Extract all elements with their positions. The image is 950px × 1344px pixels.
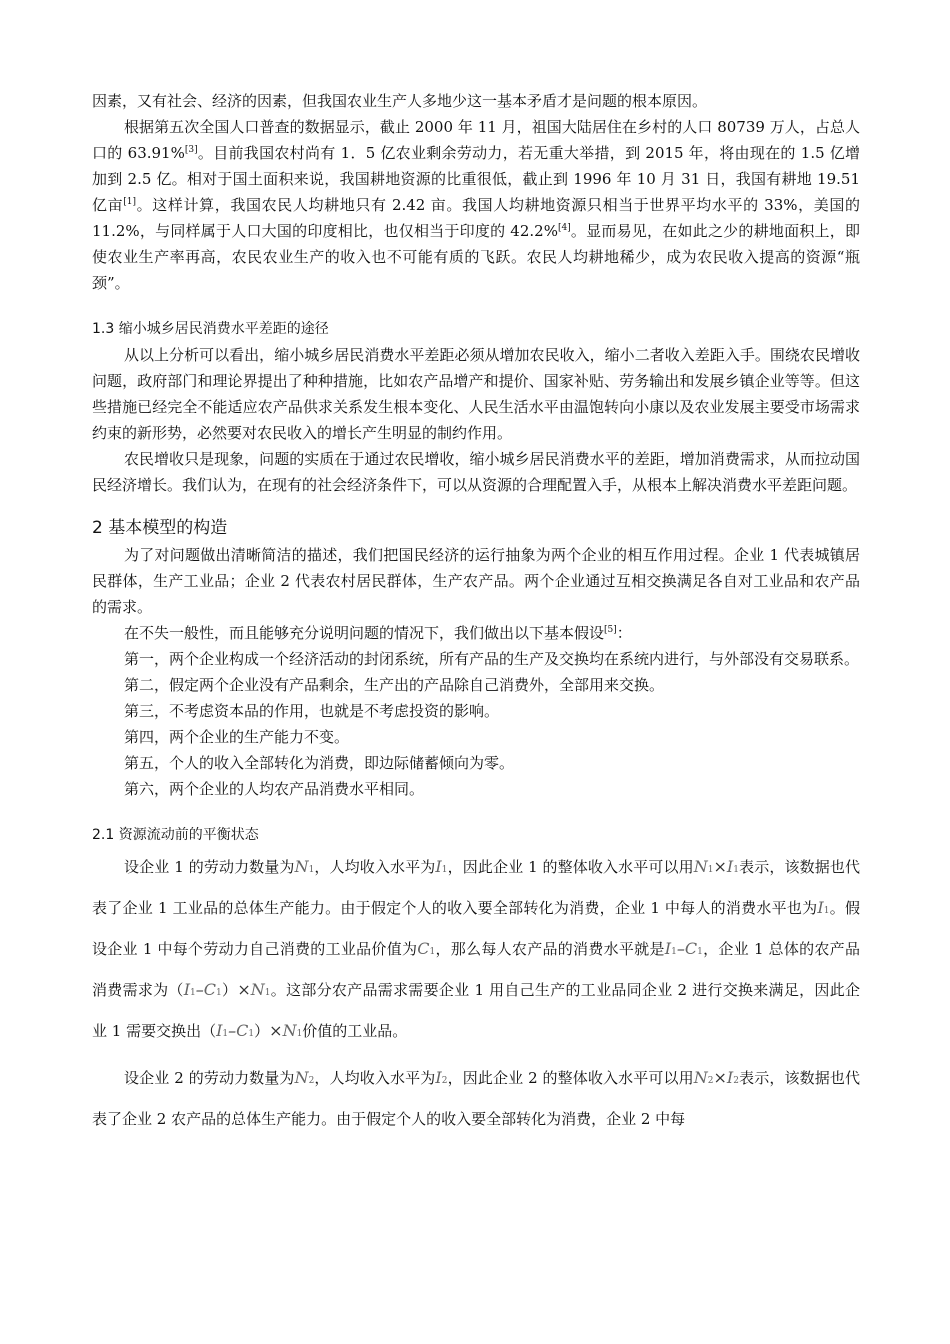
expr-times-N1: ×N1	[269, 1021, 303, 1040]
var-I1: I1	[435, 857, 448, 876]
var-N1: N1	[294, 857, 315, 876]
assumption-2: 第二，假定两个企业没有产品剩余，生产出的产品除自己消费外，全部用来交换。	[124, 676, 665, 694]
text: ，企业 1 总体的农产品消费需求为（	[92, 940, 860, 999]
citation-ref: [1]	[123, 197, 136, 207]
expr-N2-times-I2: N2×I2	[693, 1068, 739, 1087]
text: 。显而易见，在如此之少的耕地面积上，即使农业生产率再高，农民农业生产的收入也不可能有质的飞跃。农民人均耕地稀少，成为农民收入提高的资源“瓶颈”。	[92, 222, 860, 292]
text: 设企业 2 的劳动力数量为	[124, 1069, 295, 1087]
paragraph-essence: 农民增收只是现象，问题的实质在于通过农民增收，缩小城乡居民消费水平的差距，增加消费需求，从而拉动国民经济增长。我们认为，在现有的社会经济条件下，可以从资源的合理配置入手，从根本上解决消费水平差距问题。	[92, 450, 860, 494]
var-I1: I1	[817, 898, 830, 917]
text: 在不失一般性，而且能够充分说明问题的情况下，我们做出以下基本假设	[124, 624, 605, 642]
paragraph-model-intro: 为了对问题做出清晰简洁的描述，我们把国民经济的运行抽象为两个企业的相互作用过程。企业 1 代表城镇居民群体，生产工业品；企业 2 代表农村居民群体，生产农产品。两个企业通过互相交换满足各自对工业品和农产品的需求。	[92, 546, 860, 616]
text: 价值的工业品。	[302, 1022, 408, 1040]
var-C1: C1	[417, 939, 436, 958]
text: 设企业 1 的劳动力数量为	[124, 858, 295, 876]
citation-ref: [4]	[557, 223, 571, 233]
text: 。这部分农产品需求需要企业 1 用自己生产的工业品同企业 2 进行交换来满足，因此企业 1 需要交换出（	[92, 981, 860, 1040]
text: ，因此企业 1 的整体收入水平可以用	[447, 858, 694, 876]
text: 。目前我国农村尚有 1．5 亿农业剩余劳动力，若无重大举措，到 2015 年，将由现在的 1.5 亿增加到 2.5 亿。相对于国土面积来说，我国耕地资源的比重很低，截止到 1996 年 10 月 31 日，我国有耕地 19.51 亿亩	[92, 144, 861, 214]
assumption-1: 第一，两个企业构成一个经济活动的封闭系统，所有产品的生产及交换均在系统内进行，与外部没有交易联系。	[124, 650, 860, 668]
text: ，人均收入水平为	[314, 1069, 436, 1087]
text: 根据第五次全国人口普查的数据显示，截止 2000 年 11 月，祖国大陆居住在乡村的人口 80739 万人，占总人口的 63.91%	[92, 118, 860, 162]
text: ，因此企业 2 的整体收入水平可以用	[447, 1069, 694, 1087]
paragraph-enterprise-2	[92, 1059, 860, 1138]
text: ）	[221, 981, 238, 999]
expr-I1-minus-C1: I1–C1	[664, 939, 703, 958]
assumption-5: 第五，个人的收入全部转化为消费，即边际储蓄倾向为零。	[124, 754, 515, 772]
paragraph-enterprise-1	[92, 848, 860, 1053]
text: ：	[616, 624, 632, 642]
text: ，那么每人农产品的消费水平就是	[435, 940, 665, 958]
paper-page	[92, 88, 860, 1138]
section-heading-2: 2 基本模型的构造	[92, 518, 228, 538]
assumption-4: 第四，两个企业的生产能力不变。	[124, 728, 350, 746]
text: ）	[254, 1022, 270, 1040]
expr-N1-times-I1: N1×I1	[693, 857, 739, 876]
text: 。假设企业 1 中每个劳动力自己消费的工业品价值为	[92, 899, 860, 958]
section-heading-1-3: 1.3 缩小城乡居民消费水平差距的途径	[92, 321, 329, 337]
text: 表示，该数据也代表了企业 2 农产品的总体生产能力。由于假定个人的收入要全部转化为消费，企业 2 中每	[92, 1069, 860, 1128]
expr-I1-minus-C1: I1–C1	[183, 980, 222, 999]
section-heading-2-1: 2.1 资源流动前的平衡状态	[92, 827, 259, 843]
assumption-6: 第六，两个企业的人均农产品消费水平相同。	[124, 780, 425, 798]
paragraph-approach: 从以上分析可以看出，缩小城乡居民消费水平差距必须从增加农民收入，缩小二者收入差距入手。围绕农民增收问题，政府部门和理论界提出了种种措施，比如农产品增产和提价、国家补贴、劳务输出和发展乡镇企业等等。但这些措施已经完全不能适应农产品供求关系发生根本变化、人民生活水平由温饱转向小康以及农业发展主要受市场需求约束的新形势，必然要对农民收入的增长产生明显的制约作用。	[92, 346, 860, 442]
text: ，人均收入水平为	[314, 858, 436, 876]
paragraph-continuation: 因素，又有社会、经济的因素，但我国农业生产人多地少这一基本矛盾才是问题的根本原因。	[92, 92, 708, 110]
expr-times-N1: ×N1	[237, 980, 271, 999]
text: 。这样计算，我国农民人均耕地只有 2.42 亩。我国人均耕地资源只相当于世界平均水平的 33%，美国的 11.2%，与同样属于人口大国的印度相比，也仅相当于印度的 42.2%	[92, 196, 860, 240]
citation-ref: [5]	[604, 625, 617, 635]
paragraph-population	[92, 114, 860, 296]
text: 表示，该数据也代表了企业 1 工业品的总体生产能力。由于假定个人的收入要全部转化为消费，企业 1 中每人的消费水平也为	[92, 858, 860, 917]
var-N2: N2	[294, 1068, 315, 1087]
assumption-3: 第三，不考虑资本品的作用，也就是不考虑投资的影响。	[124, 702, 500, 720]
expr-I1-minus-C1: I1–C1	[216, 1021, 255, 1040]
paragraph-assumptions	[92, 620, 860, 646]
citation-ref: [3]	[184, 145, 198, 155]
var-I2: I2	[435, 1068, 448, 1087]
